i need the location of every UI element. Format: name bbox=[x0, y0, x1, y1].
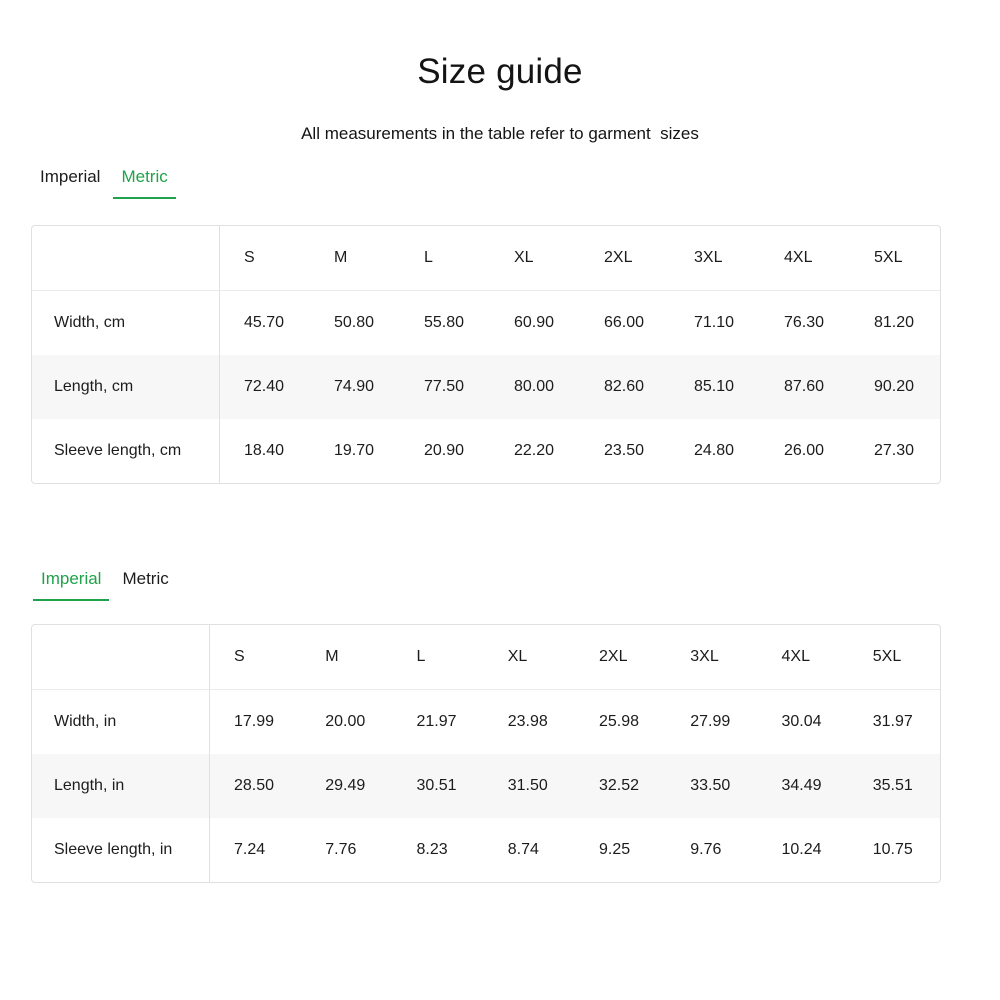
size-column-header: XL bbox=[484, 625, 575, 690]
measurement-value: 34.49 bbox=[758, 754, 849, 818]
size-column-header: 3XL bbox=[666, 625, 757, 690]
measurement-value: 85.10 bbox=[670, 355, 760, 419]
tab-imperial[interactable]: Imperial bbox=[40, 167, 101, 186]
measurement-value: 25.98 bbox=[599, 713, 640, 730]
size-column-header: M bbox=[301, 625, 392, 690]
measurement-value: 20.90 bbox=[424, 442, 465, 459]
size-column-header: S bbox=[220, 226, 310, 291]
metric-section-tabs bbox=[0, 166, 1000, 199]
measurement-value: 22.20 bbox=[514, 442, 555, 459]
measurement-value: 9.25 bbox=[599, 841, 631, 858]
tab-metric[interactable]: Metric bbox=[113, 166, 175, 199]
size-column-header: 2XL bbox=[580, 226, 670, 291]
corner-cell bbox=[32, 625, 210, 690]
row-label: Width, cm bbox=[32, 291, 220, 355]
measurement-value: 23.98 bbox=[507, 713, 548, 730]
measurement-value: 10.24 bbox=[781, 841, 822, 858]
measurement-value: 71.10 bbox=[694, 314, 735, 331]
size-column-header: 4XL bbox=[758, 625, 849, 690]
measurement-value: 26.00 bbox=[784, 442, 825, 459]
measurement-value: 17.99 bbox=[234, 713, 275, 730]
size-column-header: 3XL bbox=[670, 226, 760, 291]
measurement-value: 72.40 bbox=[220, 355, 310, 419]
table-row bbox=[32, 419, 940, 483]
measurement-value: 24.80 bbox=[694, 442, 735, 459]
measurement-value: 90.20 bbox=[850, 355, 940, 419]
row-label: Sleeve length, in bbox=[32, 818, 210, 882]
measurement-value: 81.20 bbox=[874, 314, 915, 331]
size-column-header: M bbox=[310, 226, 400, 291]
row-label: Width, in bbox=[32, 690, 210, 754]
measurement-value: 32.52 bbox=[575, 754, 666, 818]
table-row bbox=[32, 355, 940, 419]
size-column-header: 2XL bbox=[575, 625, 666, 690]
measurement-value: 76.30 bbox=[784, 314, 825, 331]
table-row bbox=[32, 291, 940, 355]
row-label: Sleeve length, cm bbox=[32, 419, 220, 483]
imperial-size-table bbox=[31, 624, 941, 883]
metric-size-table bbox=[31, 225, 941, 484]
measurement-value: 18.40 bbox=[244, 442, 285, 459]
page-title: Size guide bbox=[417, 52, 583, 91]
size-column-header: 4XL bbox=[760, 226, 850, 291]
measurement-value: 77.50 bbox=[400, 355, 490, 419]
measurement-value: 30.04 bbox=[781, 713, 822, 730]
measurement-value: 7.76 bbox=[325, 841, 357, 858]
table-row bbox=[32, 818, 940, 882]
measurement-value: 19.70 bbox=[334, 442, 375, 459]
size-column-header: 5XL bbox=[850, 226, 940, 291]
measurement-value: 20.00 bbox=[325, 713, 366, 730]
measurement-value: 23.50 bbox=[604, 442, 645, 459]
table-header-row bbox=[32, 226, 940, 291]
measurement-value: 74.90 bbox=[310, 355, 400, 419]
imperial-section-tabs bbox=[0, 568, 1000, 601]
measurement-value: 27.99 bbox=[690, 713, 731, 730]
measurement-value: 33.50 bbox=[666, 754, 757, 818]
table-row bbox=[32, 754, 940, 818]
row-label: Length, cm bbox=[32, 355, 220, 419]
table-header-row bbox=[32, 625, 940, 690]
measurement-value: 8.23 bbox=[416, 841, 448, 858]
measurement-value: 9.76 bbox=[690, 841, 722, 858]
measurement-value: 45.70 bbox=[244, 314, 285, 331]
size-column-header: L bbox=[393, 625, 484, 690]
measurement-value: 35.51 bbox=[849, 754, 940, 818]
size-column-header: S bbox=[210, 625, 301, 690]
table-row bbox=[32, 690, 940, 754]
measurement-value: 28.50 bbox=[210, 754, 301, 818]
measurement-value: 87.60 bbox=[760, 355, 850, 419]
measurement-value: 8.74 bbox=[507, 841, 539, 858]
measurement-value: 82.60 bbox=[580, 355, 670, 419]
measurement-value: 50.80 bbox=[334, 314, 375, 331]
size-column-header: XL bbox=[490, 226, 580, 291]
measurement-value: 21.97 bbox=[416, 713, 457, 730]
measurement-value: 10.75 bbox=[872, 841, 913, 858]
measurement-value: 31.97 bbox=[872, 713, 913, 730]
page-subtitle: All measurements in the table refer to garment sizes bbox=[301, 124, 699, 143]
size-column-header: L bbox=[400, 226, 490, 291]
measurement-value: 60.90 bbox=[514, 314, 555, 331]
measurement-value: 29.49 bbox=[301, 754, 392, 818]
corner-cell bbox=[32, 226, 220, 291]
measurement-value: 55.80 bbox=[424, 314, 465, 331]
measurement-value: 31.50 bbox=[484, 754, 575, 818]
tab-metric[interactable]: Metric bbox=[122, 569, 169, 588]
size-column-header: 5XL bbox=[849, 625, 940, 690]
measurement-value: 27.30 bbox=[874, 442, 915, 459]
tab-imperial[interactable]: Imperial bbox=[33, 568, 109, 601]
measurement-value: 30.51 bbox=[393, 754, 484, 818]
row-label: Length, in bbox=[32, 754, 210, 818]
measurement-value: 80.00 bbox=[490, 355, 580, 419]
measurement-value: 7.24 bbox=[234, 841, 266, 858]
measurement-value: 66.00 bbox=[604, 314, 645, 331]
